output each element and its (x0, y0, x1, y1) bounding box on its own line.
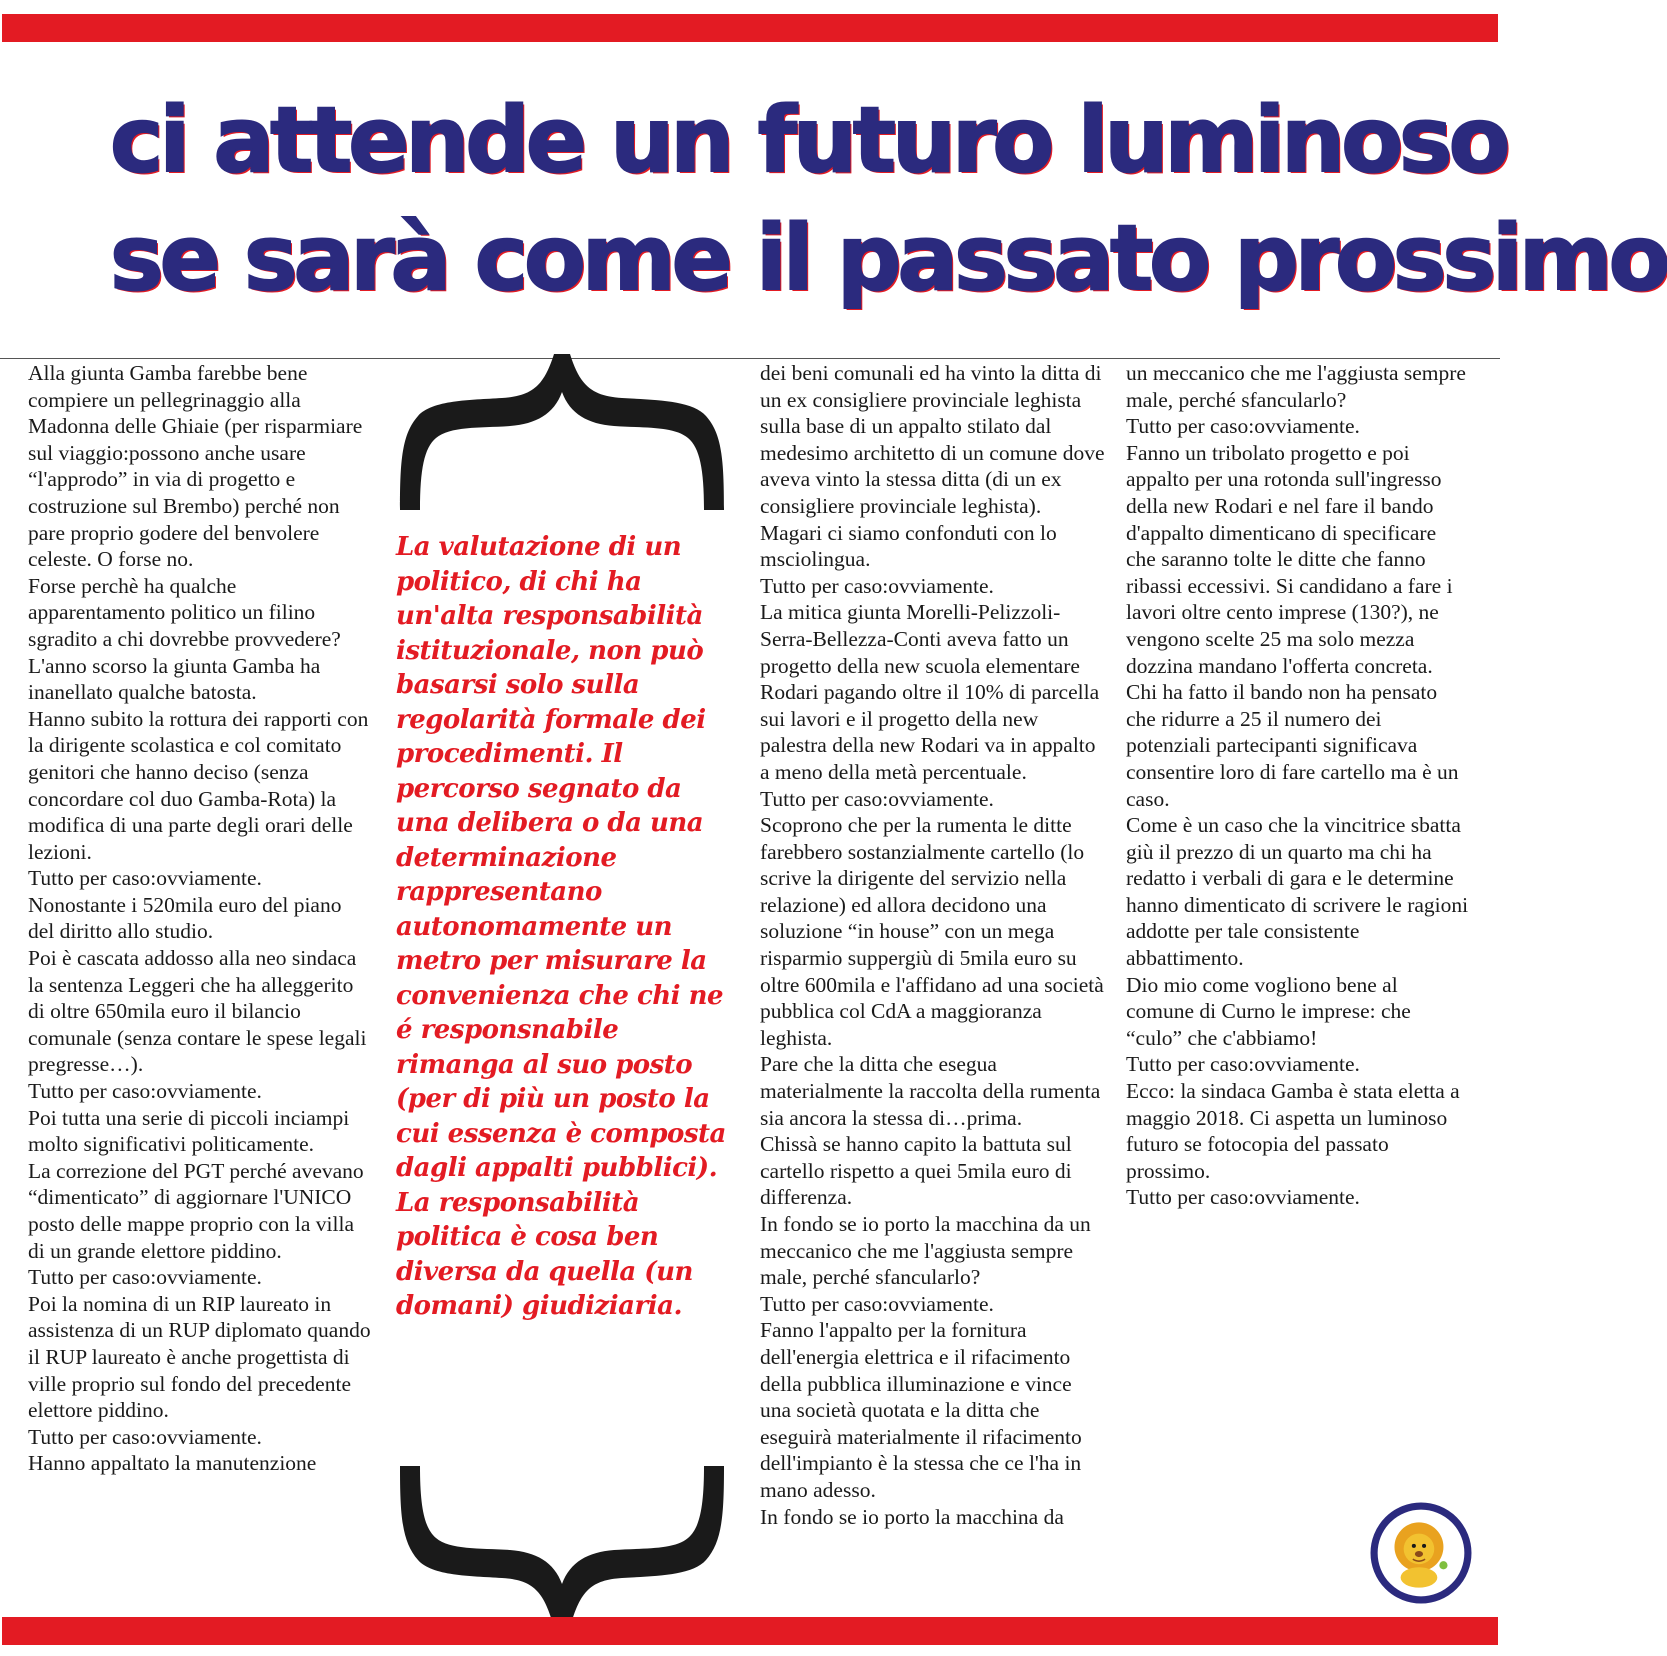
paragraph: Tutto per caso:ovviamente. (28, 866, 262, 891)
paragraph: Tutto per caso:ovviamente. (28, 1424, 262, 1449)
paragraph: Tutto per caso:ovviamente. (28, 1079, 262, 1104)
paragraph: Tutto per caso:ovviamente. (1126, 414, 1360, 439)
paragraph: Tutto per caso:ovviamente. (1126, 1185, 1360, 1210)
paragraph: Scoprono che per la rumenta le ditte farebbero sostanzialmente cartello (lo scrive la dirigente del servizio nella relazione) ed allora decidono una soluzione “in house” con un mega risparmio suppergiù di 5mila euro su oltre 600mila e l'affidano ad una società pubblica col CdA a maggioranza leghista. (760, 813, 1104, 1050)
paragraph: Come è un caso che la vincitrice sbatta giù il prezzo di un quarto ma chi ha redatto i verbali di gara e le determine hanno dimenticato di scrivere le ragioni addotte per tale consistente abbattimento. (1126, 813, 1469, 971)
article-column-3 (760, 360, 1105, 1530)
article-column-4 (1126, 360, 1471, 1211)
paragraph: Chi ha fatto il bando non ha pensato che ridurre a 25 il numero dei potenziali partecipanti significava consentire loro di fare cartello ma è un caso. (1126, 680, 1459, 811)
paragraph: Fanno un tribolato progetto e poi appalto per una rotonda sull'ingresso della new Rodari e nel fare il bando d'appalto dimenticano di specificare che saranno tolte le ditte che fanno ribassi eccessivi. Si candidano a fare i lavori oltre cento imprese (130?), ne vengono scelte 25 ma solo mezza dozzina mandano l'offerta concreta. (1126, 440, 1453, 678)
paragraph: Alla giunta Gamba farebbe bene compiere un pellegrinaggio alla Madonna delle Ghiaie (per risparmiare sul viaggio:possono anche usare “l'approdo” in via di progetto e costruzione sul Brembo) perché non pare proprio godere del benvolere celeste. O forse no. (28, 361, 363, 572)
paragraph: Tutto per caso:ovviamente. (760, 573, 994, 598)
curly-brace-open-icon (392, 352, 732, 522)
bottom-red-bar (2, 1617, 1498, 1645)
paragraph: L'anno scorso la giunta Gamba ha inanellato qualche batosta. (28, 653, 321, 705)
paragraph: Forse perchè ha qualche apparentamento politico un filino sgradito a chi dovrebbe provvedere? (28, 573, 341, 651)
paragraph: Poi tutta una serie di piccoli inciampi molto significativi politicamente. (28, 1105, 350, 1157)
paragraph: In fondo se io porto la macchina da (760, 1504, 1064, 1529)
article-column-1 (28, 360, 373, 1477)
paragraph: Tutto per caso:ovviamente. (28, 1265, 262, 1290)
paragraph: Tutto per caso:ovviamente. (1126, 1052, 1360, 1077)
paragraph: Poi è cascata addosso alla neo sindaca la sentenza Leggeri che ha alleggerito di oltre 650mila euro il bilancio comunale (senza contare le spese legali pregresse…). (28, 946, 367, 1077)
curly-brace-close-icon (392, 1462, 732, 1632)
top-red-bar (2, 14, 1498, 42)
paragraph: La mitica giunta Morelli-Pelizzoli-Serra-Bellezza-Conti aveva fatto un progetto della new scuola elementare Rodari pagando oltre il 10% di parcella sui lavori e il progetto della new palestra della new Rodari va in appalto a meno della metà percentuale. (760, 600, 1100, 784)
headline-line-1: ci attende un futuro luminoso (110, 88, 1507, 193)
paragraph: In fondo se io porto la macchina da un meccanico che me l'aggiusta sempre male, perché sfancularlo? (760, 1212, 1091, 1290)
paragraph: Dio mio come vogliono bene al comune di Curno le imprese: che “culo” che c'abbiamo! (1126, 972, 1411, 1050)
paragraph: Nonostante i 520mila euro del piano del diritto allo studio. (28, 892, 342, 944)
paragraph: Pare che la ditta che esegua materialmente la raccolta della rumenta sia ancora la stessa di…prima. (760, 1052, 1101, 1130)
paragraph: Chissà se hanno capito la battuta sul cartello rispetto a quei 5mila euro di differenza. (760, 1132, 1072, 1210)
paragraph: La correzione del PGT perché avevano “dimenticato” di aggiornare l'UNICO posto delle mappe proprio con la villa di un grande elettore piddino. (28, 1158, 364, 1263)
paragraph: Fanno l'appalto per la fornitura dell'energia elettrica e il rifacimento della pubblica illuminazione e vince una società quotata e la ditta che eseguirà materialmente il rifacimento dell'impianto è la stessa che ce l'ha in mano adesso. (760, 1318, 1082, 1502)
paragraph: Poi la nomina di un RIP laureato in assistenza di un RUP diplomato quando il RUP laureato è anche progettista di ville proprio sul fondo del precedente elettore piddino. (28, 1291, 371, 1423)
header-rule (0, 358, 1500, 359)
paragraph: Ecco: la sindaca Gamba è stata eletta a maggio 2018. Ci aspetta un luminoso futuro se fotocopia del passato prossimo. (1126, 1079, 1460, 1183)
paragraph: Hanno appaltato la manutenzione (28, 1451, 317, 1476)
headline (110, 82, 1667, 318)
paragraph: Tutto per caso:ovviamente. (760, 786, 994, 811)
paragraph: dei beni comunali ed ha vinto la ditta di un ex consigliere provinciale leghista sulla base di un appalto stilato dal medesimo architetto di un comune dove aveva vinto la stessa ditta (di un ex consigliere provinciale leghista). Magari ci siamo confonduti con lo msciolingua. (760, 361, 1105, 572)
headline-line-2: se sarà come il passato prossimo (110, 206, 1667, 311)
lion-logo-icon (1370, 1502, 1472, 1604)
paragraph: Tutto per caso:ovviamente. (760, 1291, 994, 1316)
paragraph: Hanno subito la rottura dei rapporti con la dirigente scolastica e col comitato genitori che hanno deciso (senza concordare col duo Gamba-Rota) la modifica di una parte degli orari delle lezioni. (28, 706, 369, 864)
pull-quote: La valutazione di un politico, di chi ha un'alta responsabilità istituzionale, non può basarsi solo sulla regolarità formale dei procedimenti. Il percorso segnato da una delibera o da una determinazione rappresentano autonomamente un metro per misurare la convenienza che chi ne é responsnabile rimanga al suo posto (per di più un posto la cui essenza è composta dagli appalti pubblici). La responsabilità politica è cosa ben diversa da quella (un domani) giudiziaria. (396, 532, 726, 1321)
paragraph: un meccanico che me l'aggiusta sempre male, perché sfancularlo? (1126, 361, 1466, 412)
